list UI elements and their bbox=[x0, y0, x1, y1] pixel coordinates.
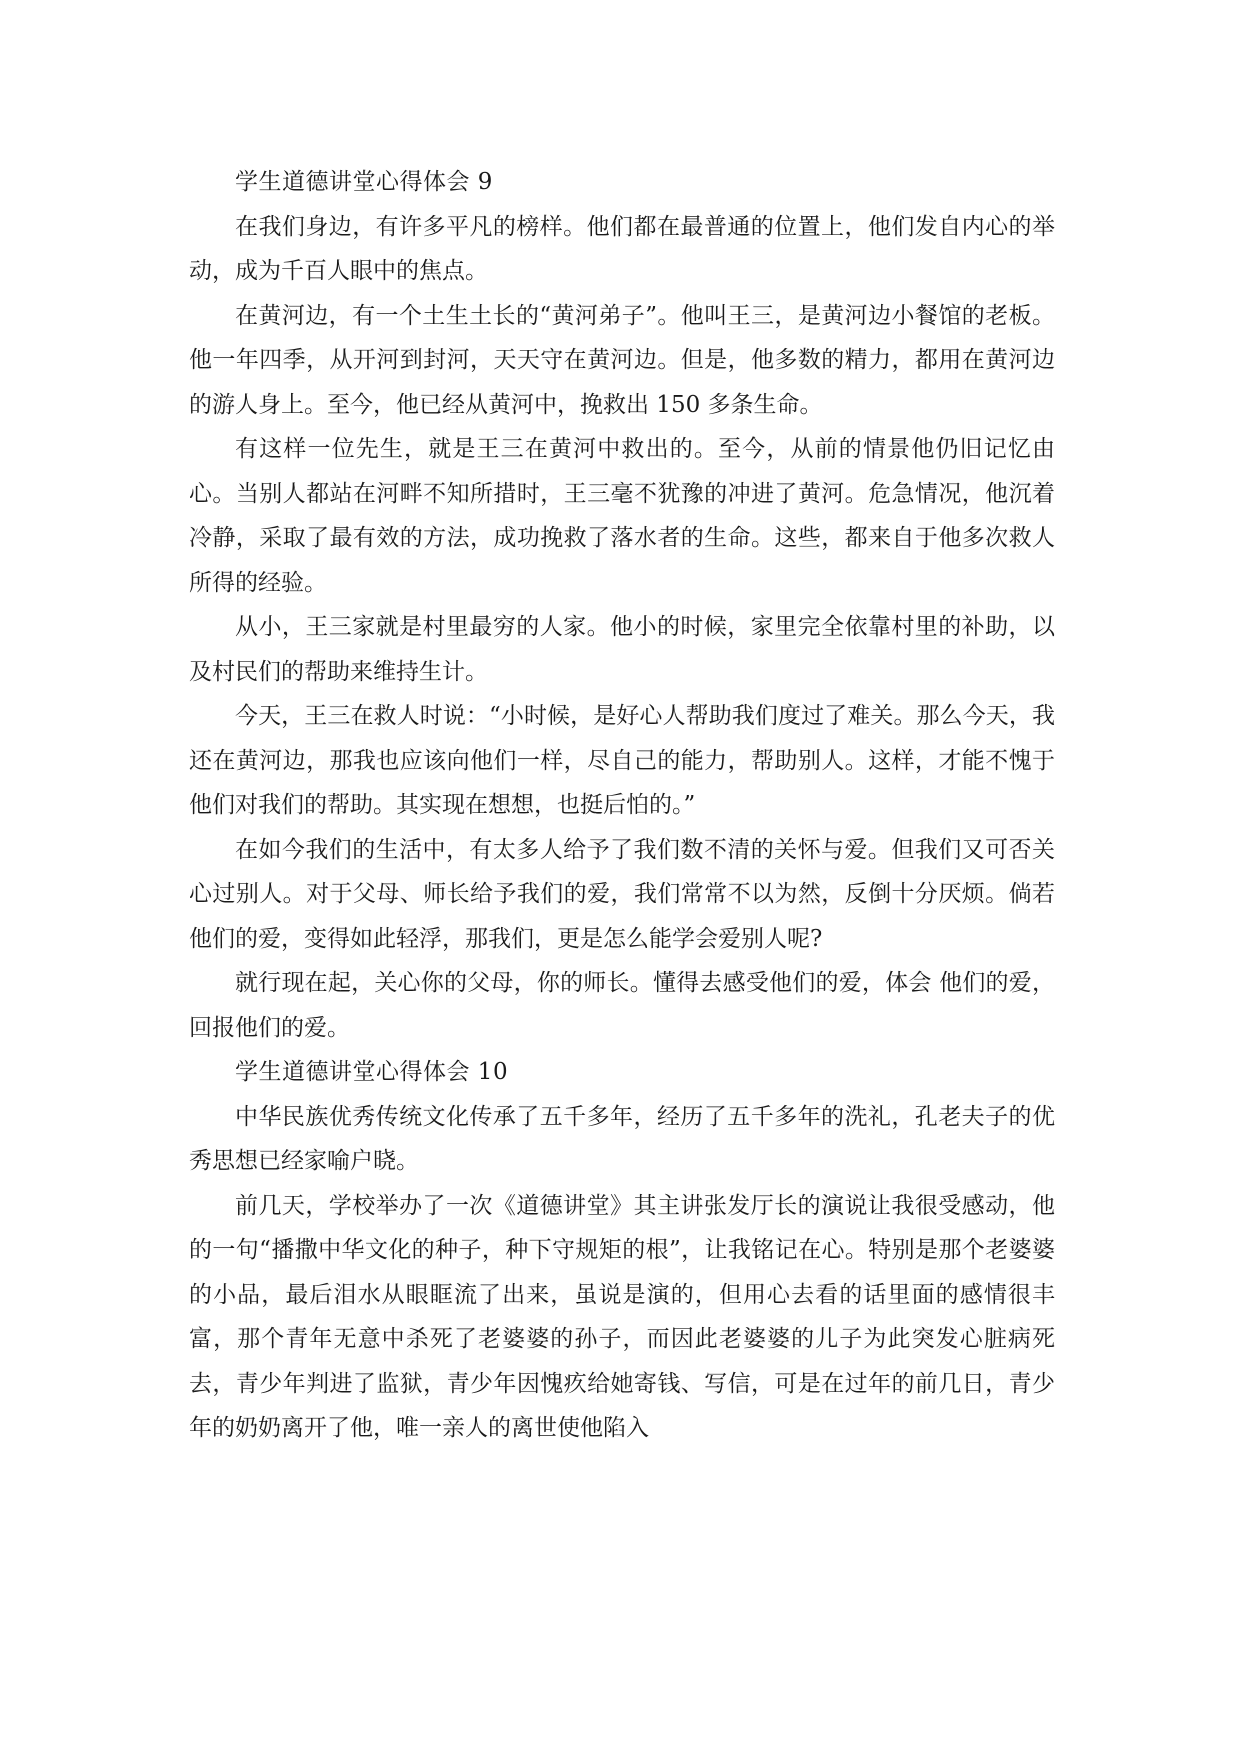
paragraph: 今天，王三在救人时说：“小时候，是好心人帮助我们度过了难关。那么今天，我还在黄河边，那我也应该向他们一样，尽自己的能力，帮助别人。这样，才能不愧于他们对我们的帮助。其实现在想想，也挺后怕的。” bbox=[189, 703, 1055, 818]
paragraph: 前几天，学校举办了一次《道德讲堂》其主讲张发厅长的演说让我很受感动，他的一句“播撒中华文化的种子，种下守规矩的根”，让我铭记在心。特别是那个老婆婆的小品，最后泪水从眼眶流了出来，虽说是演的，但用心去看的话里面的感情很丰富，那个青年无意中杀死了老婆婆的孙子，而因此老婆婆的儿子为此突发心脏病死去，青少年判进了监狱，青少年因愧疚给她寄钱、写信，可是在过年的前几日，青少年的奶奶离开了他，唯一亲人的离世使他陷入 bbox=[189, 1192, 1055, 1441]
document-body bbox=[189, 160, 1055, 1451]
paragraph: 就行现在起，关心你的父母，你的师长。懂得去感受他们的爱，体会 他们的爱，回报他们的爱。 bbox=[189, 970, 1055, 1041]
section-heading: 学生道德讲堂心得体会 10 bbox=[235, 1059, 509, 1085]
paragraph: 有这样一位先生，就是王三在黄河中救出的。至今，从前的情景他仍旧记忆由心。当别人都站在河畔不知所措时，王三毫不犹豫的冲进了黄河。危急情况，他沉着冷静，采取了最有效的方法，成功挽救了落水者的生命。这些，都来自于他多次救人所得的经验。 bbox=[189, 436, 1055, 596]
paragraph: 在如今我们的生活中，有太多人给予了我们数不清的关怀与爱。但我们又可否关心过别人。对于父母、师长给予我们的爱，我们常常不以为然，反倒十分厌烦。倘若他们的爱，变得如此轻浮，那我们，更是怎么能学会爱别人呢? bbox=[189, 836, 1055, 952]
paragraph: 从小，王三家就是村里最穷的人家。他小的时候，家里完全依靠村里的补助，以及村民们的帮助来维持生计。 bbox=[189, 614, 1055, 685]
section-heading: 学生道德讲堂心得体会 9 bbox=[235, 169, 493, 195]
paragraph: 在我们身边，有许多平凡的榜样。他们都在最普通的位置上，他们发自内心的举动，成为千百人眼中的焦点。 bbox=[189, 213, 1055, 284]
paragraph: 在黄河边，有一个土生土长的“黄河弟子”。他叫王三，是黄河边小餐馆的老板。他一年四季，从开河到封河，天天守在黄河边。但是，他多数的精力，都用在黄河边的游人身上。至今，他已经从黄河中，挽救出 150 多条生命。 bbox=[189, 302, 1055, 418]
paragraph: 中华民族优秀传统文化传承了五千多年，经历了五千多年的洗礼，孔老夫子的优秀思想已经家喻户晓。 bbox=[189, 1103, 1055, 1174]
